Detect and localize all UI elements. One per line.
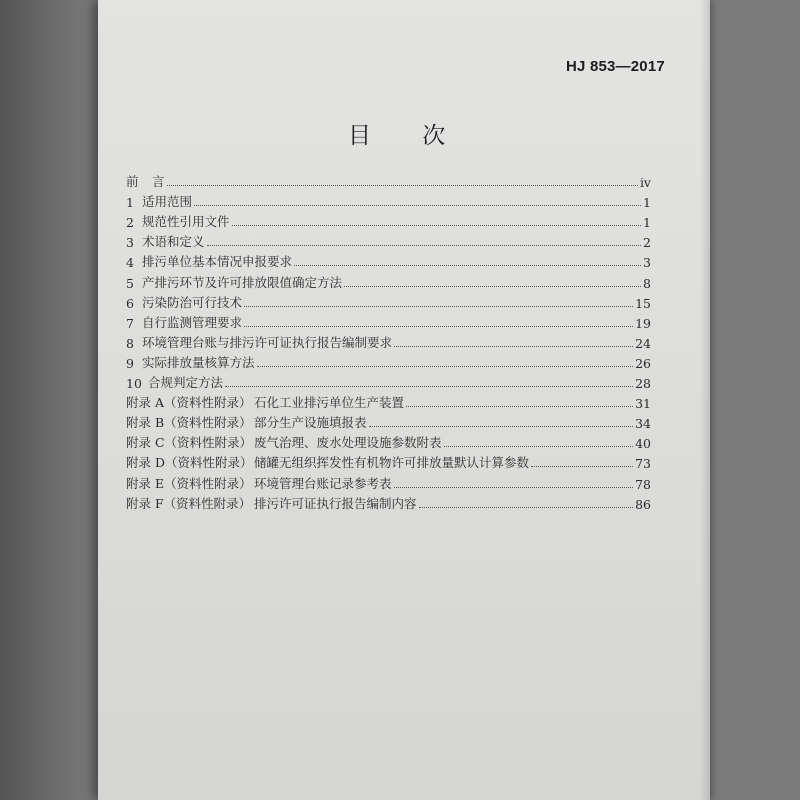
toc-appendix-c[interactable] — [126, 431, 651, 451]
toc-entry-number: 3 — [126, 235, 134, 251]
appendix-prefix: 附录 C（资料性附录） — [126, 435, 253, 451]
toc-entry-number: 前 — [126, 174, 139, 190]
toc-leader-dots — [419, 507, 634, 508]
toc-appendix-b[interactable] — [126, 411, 651, 431]
toc-leader-dots — [444, 446, 634, 447]
toc-entry-foreword[interactable] — [126, 170, 651, 190]
toc-entry-page: 28 — [635, 376, 651, 392]
toc-entry-10[interactable] — [126, 371, 651, 391]
toc-entry-label: 产排污环节及许可排放限值确定方法 — [142, 274, 343, 290]
toc-entry-label: 环境管理台账与排污许可证执行报告编制要求 — [142, 334, 393, 350]
toc-entry-number: 5 — [126, 275, 134, 291]
appendix-label: 石化工业排污单位生产装置 — [254, 395, 405, 411]
appendix-label: 部分生产设施填报表 — [254, 415, 367, 431]
toc-entry-page: 8 — [643, 275, 651, 291]
toc-entry-8[interactable] — [126, 331, 651, 351]
toc-appendix-a[interactable] — [126, 391, 651, 411]
appendix-prefix: 附录 B（资料性附录） — [126, 415, 252, 431]
toc-appendix-f[interactable] — [126, 492, 651, 512]
toc-entry-2[interactable] — [126, 210, 651, 230]
toc-entry-label: 实际排放量核算方法 — [142, 354, 255, 370]
toc-entry-number: 1 — [126, 195, 134, 211]
toc-entry-6[interactable] — [126, 291, 651, 311]
toc-entry-page: iv — [639, 175, 651, 191]
toc-entry-page: 24 — [635, 335, 651, 351]
toc-entry-number: 9 — [126, 355, 134, 371]
toc-title: 目 次 — [348, 123, 468, 149]
appendix-page: 78 — [635, 476, 651, 492]
toc-leader-dots — [244, 306, 633, 307]
toc-entry-label: 污染防治可行技术 — [142, 294, 243, 310]
toc-entry-page: 26 — [635, 355, 651, 371]
page-edge-shadow — [700, 0, 710, 800]
toc-entry-9[interactable] — [126, 351, 651, 371]
toc-leader-dots — [244, 326, 633, 327]
appendix-label: 废气治理、废水处理设施参数附表 — [254, 435, 442, 451]
toc-entry-number: 7 — [126, 315, 134, 331]
toc-leader-dots — [344, 286, 641, 287]
appendix-page: 34 — [635, 416, 651, 432]
toc-leader-dots — [394, 346, 633, 347]
appendix-prefix: 附录 E（资料性附录） — [126, 475, 252, 491]
toc-leader-dots — [369, 426, 634, 427]
toc-entry-page: 15 — [635, 295, 651, 311]
toc-leader-dots — [406, 406, 633, 407]
toc-leader-dots — [194, 205, 641, 206]
appendix-prefix: 附录 D（资料性附录） — [126, 455, 253, 471]
toc-entry-page: 19 — [635, 315, 651, 331]
appendix-prefix: 附录 F（资料性附录） — [126, 495, 252, 511]
toc-entry-label: 言 — [152, 174, 165, 190]
toc-leader-dots — [531, 466, 633, 467]
appendix-page: 31 — [635, 396, 651, 412]
toc-entry-4[interactable] — [126, 250, 651, 270]
appendix-page: 40 — [635, 436, 651, 452]
standard-number: HJ 853—2017 — [566, 58, 665, 75]
toc-entry-7[interactable] — [126, 311, 651, 331]
toc-entry-number: 6 — [126, 295, 134, 311]
toc-entry-label: 自行监测管理要求 — [142, 314, 243, 330]
toc-entry-label: 术语和定义 — [142, 234, 205, 250]
toc-entry-page: 2 — [643, 235, 651, 251]
toc-leader-dots — [394, 487, 634, 488]
document-page — [98, 0, 710, 800]
toc-entry-page: 3 — [643, 255, 651, 271]
toc-leader-dots — [257, 366, 634, 367]
appendix-prefix: 附录 A（资料性附录） — [126, 395, 252, 411]
toc-entry-number: 10 — [126, 376, 142, 392]
table-of-contents — [126, 170, 651, 512]
appendix-page: 73 — [635, 456, 651, 472]
toc-entry-page: 1 — [643, 215, 651, 231]
toc-entry-number: 2 — [126, 215, 134, 231]
toc-leader-dots — [294, 265, 641, 266]
toc-leader-dots — [232, 225, 641, 226]
toc-entry-label: 合规判定方法 — [148, 375, 224, 391]
toc-entry-page: 1 — [643, 195, 651, 211]
toc-entry-1[interactable] — [126, 190, 651, 210]
toc-appendix-e[interactable] — [126, 471, 651, 491]
toc-entry-3[interactable] — [126, 230, 651, 250]
appendix-page: 86 — [635, 496, 651, 512]
toc-leader-dots — [167, 185, 638, 186]
appendix-label: 排污许可证执行报告编制内容 — [254, 495, 417, 511]
appendix-label: 储罐无组织挥发性有机物许可排放量默认计算参数 — [254, 455, 530, 471]
toc-entry-number: 4 — [126, 255, 134, 271]
toc-leader-dots — [207, 245, 641, 246]
toc-entry-label: 适用范围 — [142, 194, 193, 210]
toc-entry-label: 排污单位基本情况申报要求 — [142, 254, 293, 270]
toc-entry-5[interactable] — [126, 270, 651, 290]
toc-entry-number: 8 — [126, 335, 134, 351]
toc-appendix-d[interactable] — [126, 451, 651, 471]
toc-leader-dots — [225, 386, 633, 387]
appendix-label: 环境管理台账记录参考表 — [254, 475, 392, 491]
toc-entry-label: 规范性引用文件 — [142, 214, 230, 230]
